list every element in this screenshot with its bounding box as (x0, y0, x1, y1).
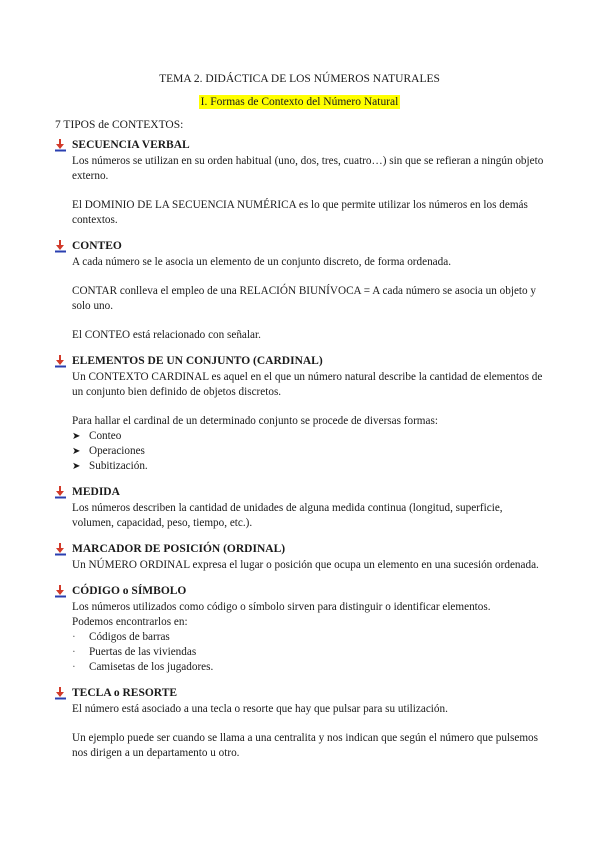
list-item (72, 630, 545, 645)
list-item-text: Conteo (89, 430, 122, 442)
list-item (72, 444, 545, 459)
section-heading-text: CONTEO (72, 239, 122, 252)
arrowhead-bullet-icon: ➤ (72, 431, 81, 442)
section-codigo (55, 583, 545, 675)
arrow-bullet-icon (55, 584, 72, 598)
paragraph: Para hallar el cardinal de un determinado conjunto se procede de diversas formas: (72, 415, 438, 427)
arrow-bullet-icon (55, 138, 72, 152)
list-item-text: Puertas de las viviendas (89, 646, 197, 658)
section-heading-text: MARCADOR DE POSICIÓN (ORDINAL) (72, 542, 286, 555)
list-item-text: Subitización. (89, 460, 148, 472)
section-body (72, 370, 545, 474)
section-heading-text: MEDIDA (72, 485, 120, 498)
dot-bullet-icon: · (72, 631, 76, 643)
section-heading-text: CÓDIGO o SÍMBOLO (72, 584, 187, 597)
section-heading (55, 541, 545, 557)
section-heading (55, 685, 545, 701)
list-item (72, 459, 545, 474)
section-heading (55, 238, 545, 254)
arrowhead-bullet-icon: ➤ (72, 461, 81, 472)
list-item (72, 645, 545, 660)
paragraph: Los números se utilizan en su orden habitual (uno, dos, tres, cuatro…) sin que se refieran a ningún objeto externo. (72, 155, 544, 182)
list-item-text: Camisetas de los jugadores. (89, 661, 214, 673)
paragraph: A cada número se le asocia un elemento de un conjunto discreto, de forma ordenada. (72, 256, 451, 268)
intro-line: 7 TIPOS de CONTEXTOS: (55, 119, 184, 131)
section-heading-text: TECLA o RESORTE (72, 686, 178, 699)
section-secuencia-verbal (55, 137, 545, 228)
section-conteo (55, 238, 545, 343)
section-heading (55, 484, 545, 500)
section-medida (55, 484, 545, 531)
highlighted-subtitle: I. Formas de Contexto del Número Natural (200, 96, 399, 108)
paragraph: Un NÚMERO ORDINAL expresa el lugar o posición que ocupa un elemento en una sucesión ordenada. (72, 559, 539, 571)
paragraph: Podemos encontrarlos en: (72, 616, 188, 628)
arrow-bullet-icon (55, 542, 72, 556)
section-heading (55, 583, 545, 599)
page-title: TEMA 2. DIDÁCTICA DE LOS NÚMEROS NATURALES (159, 73, 440, 85)
arrow-bullet-icon (55, 239, 72, 253)
subtitle-row (0, 95, 599, 110)
section-body (72, 600, 545, 675)
section-heading (55, 353, 545, 369)
arrow-list (72, 429, 545, 474)
paragraph: Un CONTEXTO CARDINAL es aquel en el que un número natural describe la cantidad de elementos de un conjunto bien definido de objetos discretos. (72, 371, 543, 398)
paragraph: Los números describen la cantidad de unidades de alguna medida continua (longitud, superficie, volumen, capacidad, peso, tiempo, etc.). (72, 502, 503, 529)
dot-bullet-icon: · (72, 661, 76, 673)
paragraph: CONTAR conlleva el empleo de una RELACIÓN BIUNÍVOCA = A cada número se asocia un objeto y solo uno. (72, 285, 536, 312)
paragraph: El DOMINIO DE LA SECUENCIA NUMÉRICA es lo que permite utilizar los números en los demás contextos. (72, 199, 528, 226)
list-item (72, 429, 545, 444)
dot-list (72, 630, 545, 675)
paragraph: El CONTEO está relacionado con señalar. (72, 329, 261, 341)
section-body (72, 558, 545, 573)
sections-container (55, 137, 545, 771)
section-tecla (55, 685, 545, 761)
section-cardinal (55, 353, 545, 474)
paragraph: Los números utilizados como código o símbolo sirven para distinguir o identificar elementos. (72, 601, 491, 613)
section-body (72, 702, 545, 761)
section-heading-text: ELEMENTOS DE UN CONJUNTO (CARDINAL) (72, 354, 323, 367)
list-item-text: Códigos de barras (89, 631, 170, 643)
arrowhead-bullet-icon: ➤ (72, 446, 81, 457)
arrow-bullet-icon (55, 686, 72, 700)
section-body (72, 154, 545, 228)
section-heading-text: SECUENCIA VERBAL (72, 138, 190, 151)
list-item (72, 660, 545, 675)
paragraph: Un ejemplo puede ser cuando se llama a una centralita y nos indican que según el número que pulsemos nos dirigen a un departamento u otro. (72, 732, 539, 759)
section-body (72, 501, 545, 531)
section-body (72, 255, 545, 343)
paragraph: El número está asociado a una tecla o resorte que hay que pulsar para su utilización. (72, 703, 448, 715)
section-ordinal (55, 541, 545, 573)
arrow-bullet-icon (55, 354, 72, 368)
dot-bullet-icon: · (72, 646, 76, 658)
arrow-bullet-icon (55, 485, 72, 499)
list-item-text: Operaciones (89, 445, 145, 457)
section-heading (55, 137, 545, 153)
